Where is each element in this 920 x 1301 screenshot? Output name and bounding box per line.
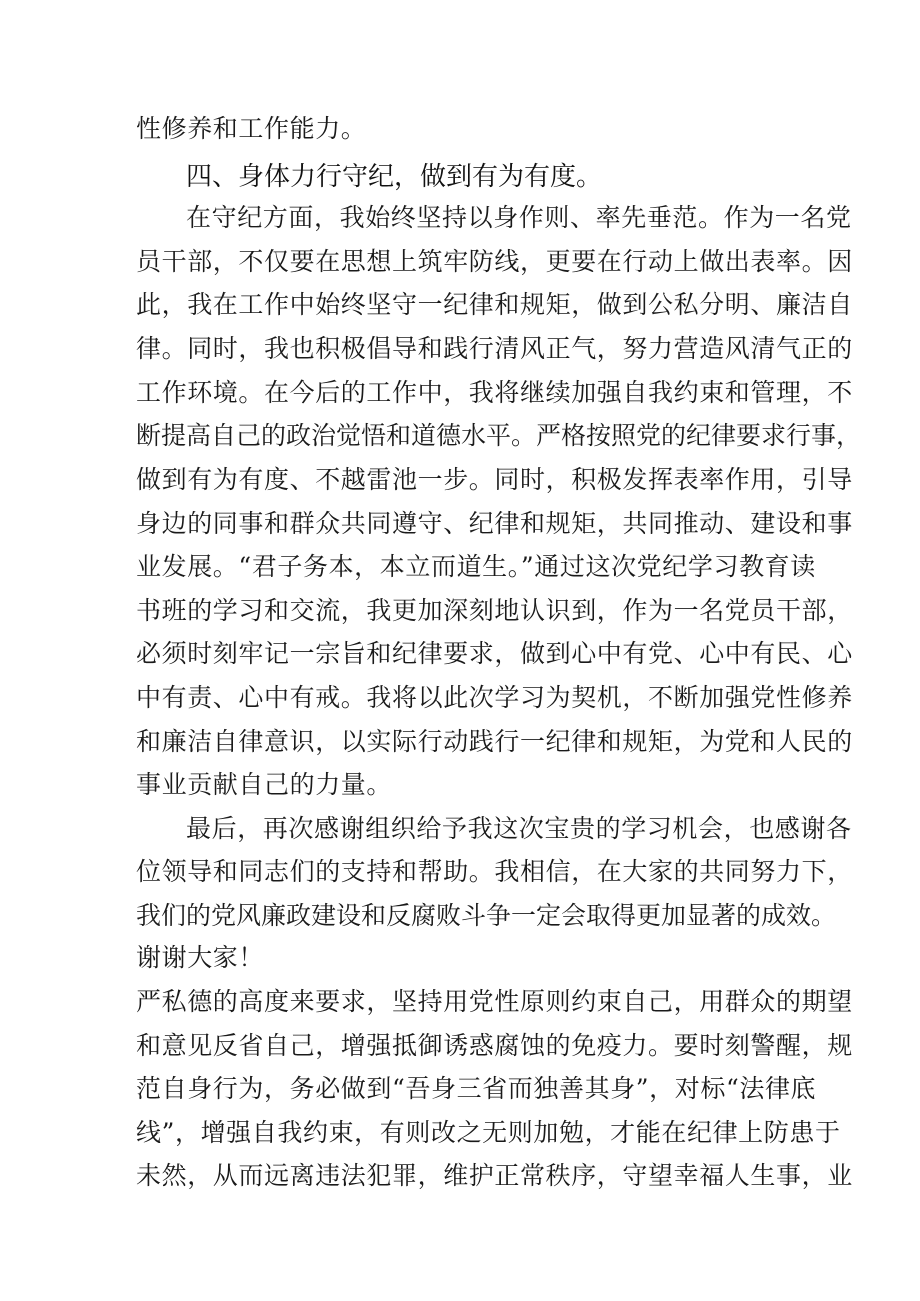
paragraph-line: 严私德的高度来要求，坚持用党性原则约束自己，用群众的期望 (136, 987, 853, 1016)
paragraph-line: 范自身行为，务必做到“吾身三省而独善其身”，对标“法律底 (136, 1074, 817, 1103)
paragraph-line: 未然，从而远离违法犯罪，维护正常秩序，守望幸福人生事，业 (136, 1161, 853, 1190)
paragraph-line: 身边的同事和群众共同遵守、纪律和规矩，共同推动、建设和事 (136, 509, 853, 538)
paragraph-line: 和意见反省自己，增强抵御诱惑腐蚀的免疫力。要时刻警醒，规 (136, 1031, 853, 1060)
paragraph-line: 线”，增强自我约束，有则改之无则加勉，才能在纪律上防患于 (136, 1118, 841, 1147)
paragraph-line: 和廉洁自律意识，以实际行动践行一纪律和规矩，为党和人民的 (136, 727, 853, 756)
section-heading: 四、身体力行守纪，做到有为有度。 (186, 162, 603, 192)
paragraph-line: 员干部，不仅要在思想上筑牢防线，更要在行动上做出表率。因 (136, 247, 853, 276)
paragraph-line: 书班的学习和交流，我更加深刻地认识到，作为一名党员干部， (136, 596, 853, 625)
paragraph-line: 此，我在工作中始终坚守一纪律和规矩，做到公私分明、廉洁自 (136, 290, 853, 319)
paragraph-line: 性修养和工作能力。 (136, 114, 367, 143)
paragraph-line: 谢谢大家！ (136, 943, 265, 972)
paragraph-line: 中有责、心中有戒。我将以此次学习为契机，不断加强党性修养 (136, 683, 853, 712)
paragraph-line: 业发展。“君子务本，本立而道生。”通过这次党纪学习教育读 (136, 552, 816, 581)
paragraph-line: 工作环境。在今后的工作中，我将继续加强自我约束和管理，不 (136, 378, 853, 407)
paragraph-line: 最后，再次感谢组织给予我这次宝贵的学习机会，也感谢各 (186, 814, 852, 843)
paragraph-line: 位领导和同志们的支持和帮助。我相信，在大家的共同努力下， (136, 857, 853, 886)
paragraph-line: 做到有为有度、不越雷池一步。同时，积极发挥表率作用，引导 (136, 465, 853, 494)
paragraph-line: 律。同时，我也积极倡导和践行清风正气，努力营造风清气正的 (136, 334, 853, 363)
paragraph-line: 必须时刻牢记一宗旨和纪律要求，做到心中有党、心中有民、心 (136, 639, 853, 668)
paragraph-line: 在守纪方面，我始终坚持以身作则、率先垂范。作为一名党 (186, 203, 852, 232)
paragraph-line: 断提高自己的政治觉悟和道德水平。严格按照党的纪律要求行事， (136, 421, 862, 450)
paragraph-line: 事业贡献自己的力量。 (136, 770, 393, 799)
paragraph-line: 我们的党风廉政建设和反腐败斗争一定会取得更加显著的成效。 (136, 901, 837, 930)
